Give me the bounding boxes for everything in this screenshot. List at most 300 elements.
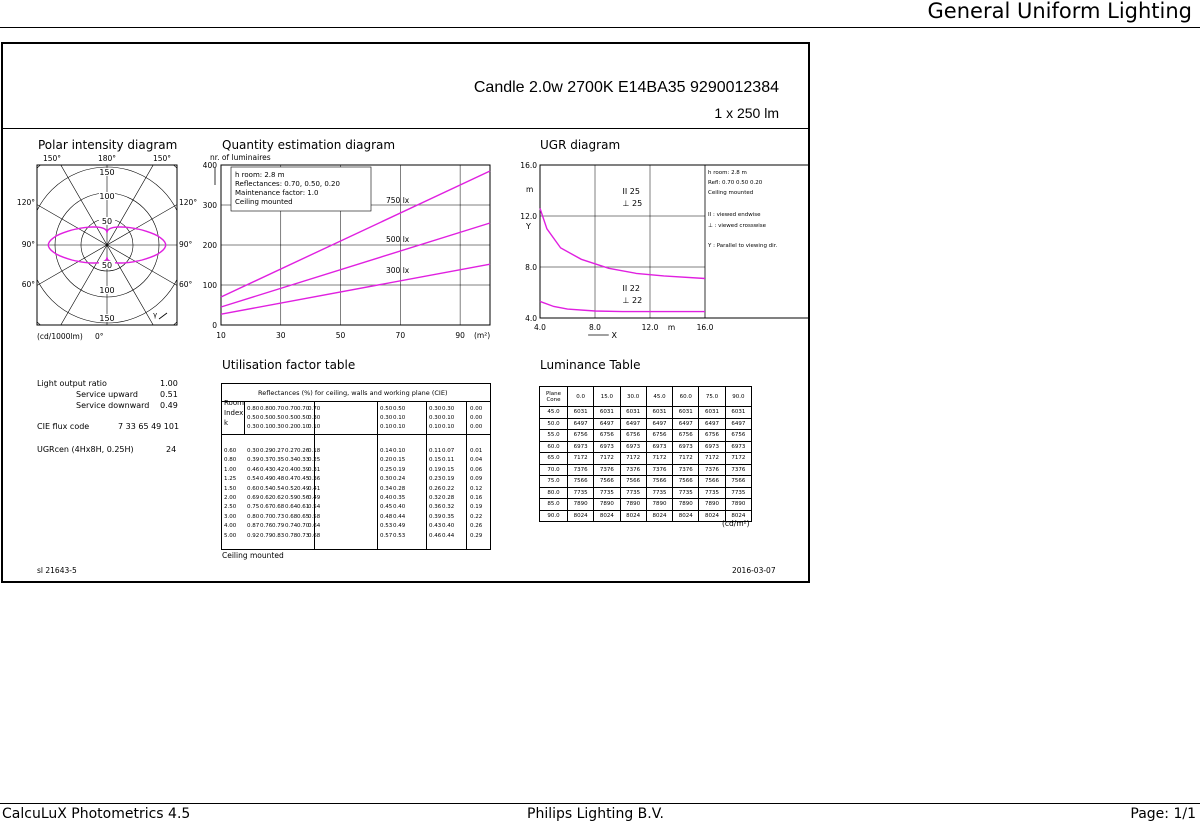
luminance-cell: 7890 bbox=[673, 499, 699, 511]
polar-right-label: 60° bbox=[179, 280, 193, 289]
prop-label-lor: Light output ratio bbox=[37, 379, 107, 388]
uf-value-cell: 0.11 bbox=[429, 448, 442, 454]
uf-value-cell: 0.16 bbox=[470, 495, 483, 501]
polar-right-label: 120° bbox=[179, 198, 198, 207]
uf-room-index-cell: 0.80 bbox=[224, 457, 237, 464]
qty-y-tick: 200 bbox=[202, 241, 217, 250]
uf-reflectance-cell: 0.10 bbox=[297, 424, 310, 430]
uf-value-cell: 0.35 bbox=[442, 513, 455, 520]
uf-room-index-cell: 4.00 bbox=[224, 523, 237, 530]
uf-value-cell: 0.41 bbox=[308, 485, 321, 492]
ugr-y-tick: 16.0 bbox=[520, 161, 537, 170]
luminance-header-cell: 75.0 bbox=[699, 387, 725, 407]
uf-value-cell: 0.57 bbox=[380, 532, 393, 539]
uf-value-cell: 0.09 bbox=[470, 476, 483, 483]
luminance-header-cell: 30.0 bbox=[620, 387, 646, 407]
polar-title: Polar intensity diagram bbox=[38, 138, 178, 152]
uf-value-cell: 0.29 bbox=[260, 448, 273, 454]
uf-reflectance-cell: 0.10 bbox=[442, 424, 455, 430]
uf-value-cell: 0.32 bbox=[442, 504, 455, 511]
luminance-cell: 6031 bbox=[699, 407, 725, 419]
prop-label-up: Service upward bbox=[76, 390, 138, 399]
uf-value-cell: 0.69 bbox=[247, 495, 260, 501]
uf-value-cell: 0.19 bbox=[442, 476, 455, 483]
uf-value-cell: 0.15 bbox=[442, 466, 455, 473]
ugr-x-tick: 12.0 bbox=[641, 323, 659, 332]
uf-reflectance-cell: 0.30 bbox=[429, 415, 442, 421]
uf-reflectance-cell: 0.50 bbox=[272, 415, 285, 421]
luminance-cell: 8024 bbox=[594, 510, 620, 522]
luminance-cell: 7172 bbox=[620, 453, 646, 465]
sheet-id: sl 21643-5 bbox=[37, 566, 77, 575]
luminance-unit: (cd/m²) bbox=[722, 519, 750, 528]
prop-label-down: Service downward bbox=[76, 401, 150, 410]
uf-value-cell: 0.52 bbox=[285, 485, 298, 492]
uf-reflectance-cell: 0.50 bbox=[285, 415, 298, 421]
uf-value-cell: 0.76 bbox=[260, 523, 273, 530]
uf-value-cell: 0.78 bbox=[285, 532, 298, 539]
luminance-cell: 65.0 bbox=[540, 453, 568, 465]
uf-value-cell: 0.68 bbox=[308, 532, 321, 539]
uf-value-cell: 0.39 bbox=[247, 457, 260, 464]
qty-info-line: Reflectances: 0.70, 0.50, 0.20 bbox=[235, 180, 340, 188]
luminance-cell: 6756 bbox=[620, 430, 646, 442]
qty-series-line bbox=[221, 223, 490, 307]
uf-value-cell: 0.54 bbox=[272, 485, 285, 492]
uf-value-cell: 0.54 bbox=[308, 504, 321, 511]
ugr-x-axis: X bbox=[611, 331, 617, 340]
luminance-cell: 6031 bbox=[594, 407, 620, 419]
luminance-cell: 6973 bbox=[725, 441, 751, 453]
uf-value-cell: 0.92 bbox=[247, 532, 260, 539]
uf-value-cell: 0.35 bbox=[393, 495, 406, 501]
uf-table-head: Reflectances (%) for ceiling, walls and working plane (CIE) bbox=[258, 389, 448, 397]
luminance-cell: 6031 bbox=[620, 407, 646, 419]
luminance-cell: 7566 bbox=[699, 476, 725, 488]
uf-value-cell: 0.39 bbox=[297, 466, 310, 473]
uf-reflectance-cell: 0.10 bbox=[393, 424, 406, 430]
uf-room-index-cell: 5.00 bbox=[224, 532, 237, 539]
product-flux: 1 x 250 lm bbox=[714, 105, 779, 121]
uf-value-cell: 0.79 bbox=[272, 523, 285, 530]
uf-reflectance-cell: 0.30 bbox=[442, 406, 455, 412]
qty-series-label: 750 lx bbox=[386, 196, 410, 205]
uf-room-index-cell: 3.00 bbox=[224, 513, 237, 520]
qty-x-tick: 50 bbox=[335, 331, 346, 340]
luminance-cell: 60.0 bbox=[540, 441, 568, 453]
quantity-estimation-chart bbox=[200, 150, 500, 345]
luminance-cell: 6756 bbox=[699, 430, 725, 442]
uf-value-cell: 0.11 bbox=[442, 457, 455, 464]
luminance-cell: 55.0 bbox=[540, 430, 568, 442]
ugr-legend-line: h room: 2.8 m bbox=[708, 170, 747, 176]
ugr-title: UGR diagram bbox=[540, 138, 621, 152]
qty-info-line: Ceiling mounted bbox=[235, 198, 293, 206]
luminance-cell: 7890 bbox=[594, 499, 620, 511]
uf-value-cell: 0.46 bbox=[429, 532, 442, 539]
uf-value-cell: 0.30 bbox=[247, 448, 260, 454]
polar-intensity-diagram bbox=[0, 150, 215, 345]
ugr-x-unit: m bbox=[667, 323, 676, 332]
polar-left-label: 90° bbox=[21, 240, 35, 249]
prop-value-down: 0.49 bbox=[160, 401, 178, 410]
luminance-cell: 6031 bbox=[725, 407, 751, 419]
uf-value-cell: 0.07 bbox=[442, 448, 455, 454]
luminance-cell: 85.0 bbox=[540, 499, 568, 511]
luminance-cell: 8024 bbox=[725, 510, 751, 522]
ugr-curve-upper bbox=[540, 208, 705, 278]
luminance-cell: 6497 bbox=[725, 418, 751, 430]
luminance-cell: 50.0 bbox=[540, 418, 568, 430]
luminance-title: Luminance Table bbox=[540, 358, 641, 372]
luminance-cell: 7376 bbox=[594, 464, 620, 476]
luminance-cell: 7172 bbox=[699, 453, 725, 465]
uf-reflectance-cell: 0.50 bbox=[247, 415, 260, 421]
uf-value-cell: 0.83 bbox=[272, 532, 285, 539]
luminance-cell: 6497 bbox=[594, 418, 620, 430]
ugr-legend-line: II : viewed endwise bbox=[708, 212, 761, 218]
uf-value-cell: 0.80 bbox=[247, 513, 260, 520]
uf-room-index-cell: 1.00 bbox=[224, 466, 237, 473]
luminance-cell: 7890 bbox=[620, 499, 646, 511]
luminance-cell: 7172 bbox=[646, 453, 672, 465]
ugr-x-tick: 8.0 bbox=[589, 323, 601, 332]
luminance-cell: 7890 bbox=[725, 499, 751, 511]
polar-top-label: 180° bbox=[97, 154, 117, 163]
uf-value-cell: 0.36 bbox=[429, 504, 442, 511]
luminance-cell: 7735 bbox=[620, 487, 646, 499]
uf-value-cell: 0.44 bbox=[393, 513, 406, 520]
uf-reflectance-cell: 0.10 bbox=[393, 415, 406, 421]
luminance-header-cell: 60.0 bbox=[673, 387, 699, 407]
ugr-y-tick: 4.0 bbox=[525, 314, 537, 323]
luminance-cell: 6756 bbox=[594, 430, 620, 442]
uf-reflectance-cell: 0.00 bbox=[470, 415, 483, 421]
uf-reflectance-cell: 0.50 bbox=[260, 415, 273, 421]
prop-value-lor: 1.00 bbox=[160, 379, 178, 388]
uf-value-cell: 0.53 bbox=[393, 532, 406, 539]
uf-reflectance-cell: 0.20 bbox=[285, 424, 298, 430]
luminance-cell: 7376 bbox=[620, 464, 646, 476]
uf-value-cell: 0.27 bbox=[285, 448, 298, 454]
uf-value-cell: 0.20 bbox=[380, 457, 393, 464]
uf-value-cell: 0.29 bbox=[470, 532, 483, 539]
uf-value-cell: 0.87 bbox=[247, 523, 260, 530]
uf-reflectance-cell: 0.10 bbox=[308, 424, 321, 430]
uf-value-cell: 0.61 bbox=[297, 504, 310, 511]
uf-value-cell: 0.27 bbox=[272, 448, 285, 454]
luminance-cell: 7566 bbox=[673, 476, 699, 488]
luminance-cell: 7172 bbox=[567, 453, 593, 465]
uf-value-cell: 0.59 bbox=[285, 495, 298, 501]
uf-value-cell: 0.64 bbox=[308, 523, 321, 530]
uf-value-cell: 0.42 bbox=[272, 466, 285, 473]
luminance-cell: 7376 bbox=[567, 464, 593, 476]
polar-bottom-angle: 0° bbox=[95, 332, 104, 341]
uf-value-cell: 0.25 bbox=[380, 466, 393, 473]
uf-reflectance-cell: 0.30 bbox=[380, 415, 393, 421]
prop-value-cie: 7 33 65 49 101 bbox=[118, 422, 180, 431]
uf-room-index-cell: 1.25 bbox=[224, 476, 237, 483]
luminance-cell: 6973 bbox=[673, 441, 699, 453]
uf-value-cell: 0.43 bbox=[429, 523, 442, 530]
luminance-cell: 6497 bbox=[699, 418, 725, 430]
luminance-cell: 8024 bbox=[646, 510, 672, 522]
luminance-header-cell: 15.0 bbox=[594, 387, 620, 407]
luminance-cell: 8024 bbox=[673, 510, 699, 522]
uf-value-cell: 0.28 bbox=[442, 495, 455, 501]
uf-value-cell: 0.34 bbox=[285, 457, 298, 464]
luminance-cell: 6973 bbox=[594, 441, 620, 453]
uf-value-cell: 0.45 bbox=[297, 476, 310, 483]
ugr-y-tick: 12.0 bbox=[520, 212, 537, 221]
footer-software: CalcuLuX Photometrics 4.5 bbox=[2, 806, 191, 822]
qty-series-line bbox=[221, 264, 490, 314]
qty-y-tick: 0 bbox=[212, 321, 217, 330]
uf-reflectance-cell: 0.10 bbox=[380, 424, 393, 430]
ugr-frame bbox=[540, 165, 810, 318]
qty-x-tick: 30 bbox=[276, 331, 286, 340]
uf-value-cell: 0.60 bbox=[247, 485, 260, 492]
luminance-cell: 7376 bbox=[699, 464, 725, 476]
uf-value-cell: 0.26 bbox=[429, 485, 442, 492]
ugr-upper-label: ⊥ 25 bbox=[622, 199, 643, 208]
uf-value-cell: 0.30 bbox=[380, 476, 393, 483]
luminance-cell: 7735 bbox=[567, 487, 593, 499]
uf-value-cell: 0.37 bbox=[260, 457, 273, 464]
prop-label-ugr: UGRcen (4Hx8H, 0.25H) bbox=[37, 445, 134, 454]
luminance-cell: 6756 bbox=[725, 430, 751, 442]
luminance-cell: 7566 bbox=[725, 476, 751, 488]
uf-value-cell: 0.48 bbox=[380, 513, 393, 520]
uf-value-cell: 0.70 bbox=[297, 523, 310, 530]
uf-value-cell: 0.01 bbox=[470, 448, 483, 454]
uf-reflectance-cell: 0.70 bbox=[308, 406, 321, 412]
polar-radial-label: 50 bbox=[101, 217, 113, 226]
uf-value-cell: 0.31 bbox=[308, 466, 321, 473]
polar-radial-label: 100 bbox=[99, 286, 115, 295]
prop-label-cie: CIE flux code bbox=[37, 422, 90, 431]
uf-value-cell: 0.26 bbox=[297, 448, 310, 454]
ugr-diagram bbox=[510, 155, 810, 345]
uf-room-index-cell: 1.50 bbox=[224, 485, 237, 492]
uf-value-cell: 0.19 bbox=[470, 504, 483, 511]
uf-value-cell: 0.68 bbox=[285, 513, 298, 520]
luminance-cell: 8024 bbox=[699, 510, 725, 522]
uf-value-cell: 0.70 bbox=[260, 513, 273, 520]
uf-reflectance-cell: 0.10 bbox=[260, 424, 273, 430]
luminance-header-cell: Plane Cone bbox=[540, 387, 568, 407]
polar-radial-label: 100 bbox=[99, 192, 115, 201]
uf-reflectance-cell: 0.70 bbox=[272, 406, 285, 412]
uf-value-cell: 0.14 bbox=[380, 448, 393, 454]
uf-value-cell: 0.12 bbox=[470, 485, 483, 492]
uf-footer: Ceiling mounted bbox=[222, 551, 284, 560]
uf-value-cell: 0.74 bbox=[285, 523, 298, 530]
uf-reflectance-cell: 0.80 bbox=[247, 406, 260, 412]
luminance-cell: 6973 bbox=[699, 441, 725, 453]
qty-x-tick: 10 bbox=[216, 331, 226, 340]
footer-divider bbox=[0, 803, 1200, 804]
quantity-title: Quantity estimation diagram bbox=[222, 138, 396, 152]
luminance-cell: 75.0 bbox=[540, 476, 568, 488]
uf-value-cell: 0.49 bbox=[297, 485, 310, 492]
prop-value-ugr: 24 bbox=[166, 445, 177, 454]
uf-reflectance-cell: 0.10 bbox=[429, 424, 442, 430]
luminance-cell: 7735 bbox=[725, 487, 751, 499]
ugr-legend-line: ⊥ : viewed crosswise bbox=[708, 223, 766, 229]
uf-value-cell: 0.10 bbox=[393, 448, 406, 454]
luminance-cell: 6756 bbox=[646, 430, 672, 442]
uf-value-cell: 0.73 bbox=[272, 513, 285, 520]
uf-value-cell: 0.35 bbox=[272, 457, 285, 464]
uf-reflectance-cell: 0.50 bbox=[380, 406, 393, 412]
uf-value-cell: 0.26 bbox=[470, 523, 483, 530]
uf-reflectance-cell: 0.30 bbox=[308, 415, 321, 421]
uf-value-cell: 0.62 bbox=[272, 495, 285, 501]
polar-top-label: 150° bbox=[152, 154, 172, 163]
luminance-table bbox=[539, 386, 752, 522]
qty-y-label: nr. of luminaires bbox=[210, 153, 271, 162]
qty-y-tick: 100 bbox=[202, 281, 217, 290]
luminance-cell: 6973 bbox=[567, 441, 593, 453]
luminance-cell: 6497 bbox=[620, 418, 646, 430]
uf-value-cell: 0.58 bbox=[308, 513, 321, 520]
polar-radial-label: 50 bbox=[101, 261, 113, 270]
uf-value-cell: 0.48 bbox=[272, 476, 285, 483]
luminance-cell: 7735 bbox=[594, 487, 620, 499]
uf-value-cell: 0.18 bbox=[308, 448, 321, 454]
polar-radial-label: 150 bbox=[99, 168, 115, 177]
luminance-header-cell: 0.0 bbox=[567, 387, 593, 407]
luminance-cell: 80.0 bbox=[540, 487, 568, 499]
luminance-cell: 6756 bbox=[567, 430, 593, 442]
uf-value-cell: 0.22 bbox=[470, 513, 483, 520]
uf-value-cell: 0.40 bbox=[380, 495, 393, 501]
uf-value-cell: 0.49 bbox=[260, 476, 273, 483]
uf-table-frame bbox=[221, 383, 491, 550]
luminance-cell: 7172 bbox=[725, 453, 751, 465]
uf-value-cell: 0.15 bbox=[429, 457, 442, 464]
luminance-cell: 6973 bbox=[646, 441, 672, 453]
uf-value-cell: 0.33 bbox=[297, 457, 310, 464]
polar-gamma-label: γ bbox=[153, 311, 158, 319]
luminance-cell: 7735 bbox=[699, 487, 725, 499]
luminance-cell: 7376 bbox=[725, 464, 751, 476]
luminance-cell: 6973 bbox=[620, 441, 646, 453]
footer-company: Philips Lighting B.V. bbox=[527, 806, 664, 822]
uf-value-cell: 0.25 bbox=[308, 457, 321, 464]
uf-value-cell: 0.46 bbox=[247, 466, 260, 473]
uf-value-cell: 0.34 bbox=[380, 485, 393, 492]
uf-reflectance-cell: 0.70 bbox=[297, 406, 310, 412]
uf-value-cell: 0.19 bbox=[429, 466, 442, 473]
uf-value-cell: 0.75 bbox=[247, 504, 260, 511]
luminance-cell: 7735 bbox=[646, 487, 672, 499]
polar-left-label: 120° bbox=[16, 198, 35, 207]
uf-value-cell: 0.53 bbox=[380, 523, 393, 530]
page-title: General Uniform Lighting bbox=[927, 0, 1192, 23]
luminance-cell: 6031 bbox=[646, 407, 672, 419]
uf-value-cell: 0.19 bbox=[393, 466, 406, 473]
luminance-cell: 7735 bbox=[673, 487, 699, 499]
ugr-y-tick: 8.0 bbox=[525, 263, 537, 272]
luminance-cell: 7376 bbox=[673, 464, 699, 476]
qty-x-tick: 70 bbox=[395, 331, 406, 340]
uf-value-cell: 0.73 bbox=[297, 532, 310, 539]
qty-y-tick: 300 bbox=[202, 201, 217, 210]
uf-value-cell: 0.36 bbox=[308, 476, 321, 483]
uf-value-cell: 0.49 bbox=[308, 495, 321, 501]
header-divider bbox=[0, 27, 1200, 28]
uf-value-cell: 0.22 bbox=[442, 485, 455, 492]
ugr-x-tick: 4.0 bbox=[534, 323, 546, 332]
polar-top-label: 150° bbox=[42, 154, 62, 163]
uf-value-cell: 0.39 bbox=[429, 513, 442, 520]
uf-value-cell: 0.40 bbox=[393, 504, 406, 511]
luminance-cell: 7890 bbox=[699, 499, 725, 511]
uf-room-index-cell: 0.60 bbox=[224, 448, 237, 454]
datasheet-divider bbox=[3, 128, 810, 129]
uf-title: Utilisation factor table bbox=[222, 358, 356, 372]
luminance-cell: 7172 bbox=[673, 453, 699, 465]
polar-gamma-arrow bbox=[159, 313, 167, 319]
qty-info-line: Maintenance factor: 1.0 bbox=[235, 189, 319, 197]
ugr-upper-label: II 25 bbox=[622, 187, 640, 196]
uf-value-cell: 0.67 bbox=[260, 504, 273, 511]
luminance-cell: 90.0 bbox=[540, 510, 568, 522]
uf-reflectance-cell: 0.50 bbox=[393, 406, 406, 412]
product-name: Candle 2.0w 2700K E14BA35 9290012384 bbox=[473, 79, 779, 96]
uf-reflectance-cell: 0.30 bbox=[272, 424, 285, 430]
uf-room-index-label: Room Index k bbox=[224, 399, 244, 427]
luminance-cell: 6497 bbox=[646, 418, 672, 430]
uf-reflectance-cell: 0.50 bbox=[297, 415, 310, 421]
uf-reflectance-cell: 0.10 bbox=[442, 415, 455, 421]
uf-value-cell: 0.40 bbox=[442, 523, 455, 530]
luminance-cell: 7376 bbox=[646, 464, 672, 476]
uf-value-cell: 0.06 bbox=[470, 466, 483, 473]
qty-series-label: 500 lx bbox=[386, 234, 410, 244]
uf-value-cell: 0.56 bbox=[297, 495, 310, 501]
polar-radial-label: 150 bbox=[99, 314, 115, 323]
uf-value-cell: 0.45 bbox=[380, 504, 393, 511]
uf-value-cell: 0.32 bbox=[429, 495, 442, 501]
uf-value-cell: 0.28 bbox=[393, 485, 406, 492]
uf-value-cell: 0.49 bbox=[393, 523, 406, 530]
uf-reflectance-cell: 0.80 bbox=[260, 406, 273, 412]
uf-value-cell: 0.65 bbox=[297, 513, 310, 520]
luminance-cell: 8024 bbox=[620, 510, 646, 522]
uf-value-cell: 0.54 bbox=[247, 476, 260, 483]
luminance-cell: 7566 bbox=[567, 476, 593, 488]
ugr-y-unit: m bbox=[526, 185, 534, 194]
luminance-cell: 6031 bbox=[673, 407, 699, 419]
luminance-cell: 7890 bbox=[646, 499, 672, 511]
uf-value-cell: 0.23 bbox=[429, 476, 442, 483]
uf-reflectance-cell: 0.00 bbox=[470, 406, 483, 412]
uf-value-cell: 0.64 bbox=[285, 504, 298, 511]
luminance-cell: 7566 bbox=[620, 476, 646, 488]
ugr-legend-line: Refl: 0.70 0.50 0.20 bbox=[708, 180, 763, 186]
ugr-x-tick: 16.0 bbox=[696, 323, 714, 332]
luminance-cell: 7566 bbox=[594, 476, 620, 488]
uf-reflectance-cell: 0.00 bbox=[470, 424, 483, 430]
luminance-cell: 8024 bbox=[567, 510, 593, 522]
ugr-lower-label: ⊥ 22 bbox=[622, 296, 643, 305]
luminance-cell: 7890 bbox=[567, 499, 593, 511]
uf-reflectance-cell: 0.30 bbox=[247, 424, 260, 430]
